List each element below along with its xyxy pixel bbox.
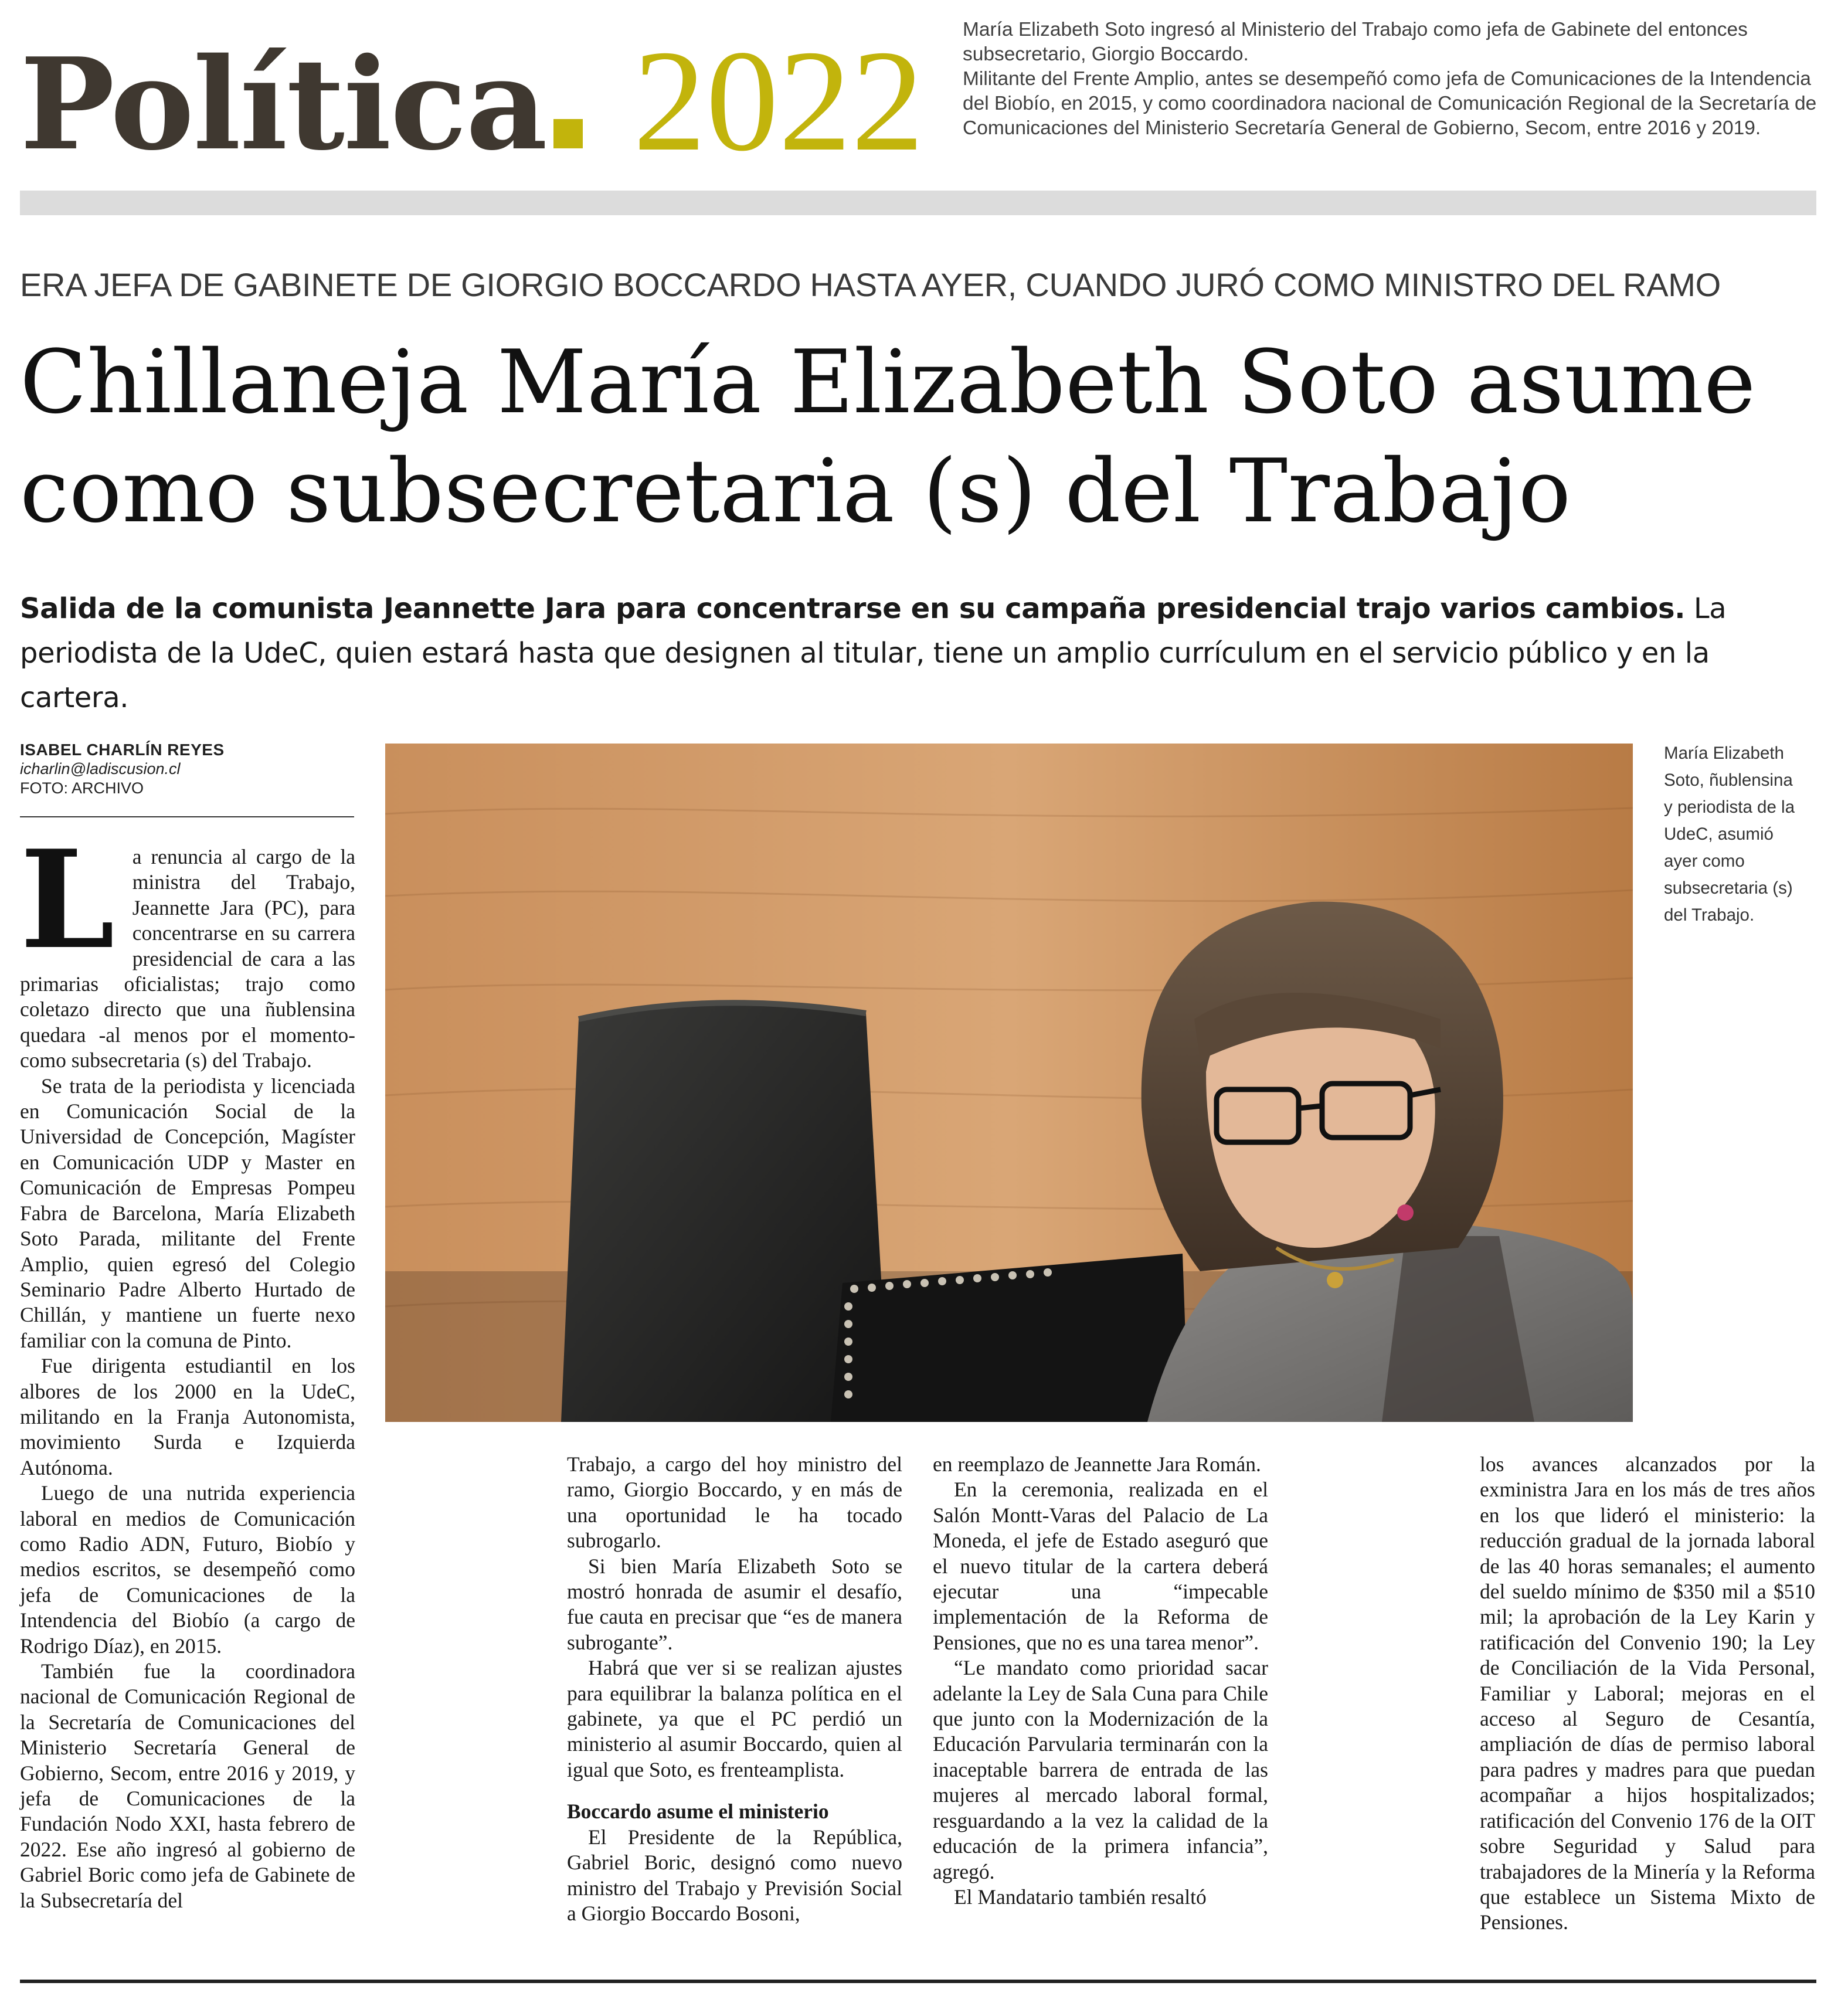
body-paragraph: En la ceremonia, realizada en el Salón Montt-Varas del Palacio de La Moneda, el jefe de Estado aseguró que el nuevo titular de la cartera deberá ejecutar una “impecable implementación de la Reforma de Pensiones, que no es una tarea menor”. xyxy=(933,1478,1268,1654)
side-note-paragraph: Militante del Frente Amplio, antes se desempeñó como jefa de Comunicaciones de la Intendencia del Biobío, en 2015, y como coordinadora nacional de Comunicación Regional de la Secretaría de Comunicaciones del Ministerio Secretaría General de Gobierno, Secom, entre 2016 y 2019. xyxy=(963,68,1817,139)
byline-author: ISABEL CHARLÍN REYES xyxy=(20,741,225,759)
article-photo xyxy=(385,744,1633,1422)
article-lead xyxy=(20,586,1826,720)
body-paragraph: Se trata de la periodista y licenciada en Comunicación Social de la Universidad de Concepción, Magíster en Comunicación UDP y Master en Comunicación de Empresas Pompeu Fabra de Barcelona, María Elizabeth Soto Parada, militante del Frente Amplio, quien egresó del Colegio Seminario Padre Alberto Hurtado de Chillán, y mantiene un fuerte nexo familiar con la comuna de Pinto. xyxy=(20,1074,355,1352)
dropcap-letter: L xyxy=(20,821,115,979)
article-headline xyxy=(20,328,1832,546)
side-note-paragraph: María Elizabeth Soto ingresó al Ministerio del Trabajo como jefa de Gabinete del entonces subsecretario, Giorgio Boccardo. xyxy=(963,19,1748,65)
headline-line: Chillaneja María Elizabeth Soto asume xyxy=(20,332,1756,433)
byline xyxy=(20,740,354,798)
byline-divider xyxy=(20,816,354,817)
body-paragraph: los avances alcanzados por la exministra Jara en los más de tres años en los que lideró el ministerio: la reducción gradual de la jornada laboral de las 40 horas semanales; el aumento del sueldo mínimo de $350 mil a $510 mil; la aprobación de la Ley Karin y ratificación del Convenio 190; la Ley de Conciliación de la Vida Personal, Familiar y Laboral; mejoras en el acceso al Seguro de Cesantía, ampliación de días de permiso laboral para padres y madres para que puedan acompañar a hijos hospitalizados; ratificación del Convenio 176 de la OIT sobre Seguridad y Salud para trabajadores de la Minería y la Reforma que establece un Sistema Mixto de Pensiones. xyxy=(1480,1452,1815,1934)
headline-line: como subsecretaria (s) del Trabajo xyxy=(20,441,1571,542)
lead-text: La periodista de la UdeC, quien estará hasta que designen al titular, tiene un amplio currículum en el servicio público y en la cartera. xyxy=(20,592,1727,714)
section-dot-mark xyxy=(553,119,583,148)
photo-caption: María Elizabeth Soto, ñublensina y periodista de la UdeC, asumió ayer como subsecretaria (s) del Trabajo. xyxy=(1664,744,1795,925)
masthead-side-note xyxy=(963,18,1842,141)
body-paragraph: Fue dirigenta estudiantil en los albores de los 2000 en la UdeC, militando en la Franja Autonomista, movimiento Surda e Izquierda Autónoma. xyxy=(20,1354,355,1479)
body-paragraph: También fue la coordinadora nacional de Comunicación Regional de la Secretaría de Comunicaciones del Ministerio Secretaría General de Gobierno, Secom, entre 2016 y 2019, y jefa de Comunicaciones de la Fundación Nodo XXI, hasta febrero de 2022. Ese año ingresó al gobierno de Gabriel Boric como jefa de Gabinete de la Subsecretaría del xyxy=(20,1659,355,1912)
body-paragraph: “Le mandato como prioridad sacar adelante la Ley de Sala Cuna para Chile que junto con la Modernización de la Educación Parvularia terminarán con la inaceptable barrera de entrada de las mujeres al mercado laboral formal, resguardando a la vez la calidad de la educación de la primera infancia”, agregó. xyxy=(933,1656,1268,1883)
body-column-2 xyxy=(567,1452,902,1926)
masthead-divider xyxy=(20,191,1816,215)
lead-bold-text: Salida de la comunista Jeannette Jara para concentrarse en su campaña presidencial trajo varios cambios. xyxy=(20,592,1686,625)
photo-earring xyxy=(1397,1204,1414,1221)
body-paragraph: en reemplazo de Jeannette Jara Román. xyxy=(933,1452,1261,1476)
body-paragraph: Habrá que ver si se realizan ajustes para equilibrar la balanza política en el gabinete, ya que el PC perdió un ministerio al asumir Boccardo, quien al igual que Soto, es frenteamplista. xyxy=(567,1656,902,1781)
body-column-4 xyxy=(1480,1452,1815,1936)
page-bottom-rule xyxy=(20,1980,1816,1983)
photo-credit: FOTO: ARCHIVO xyxy=(20,779,144,797)
body-subhead: Boccardo asume el ministerio xyxy=(567,1800,829,1824)
body-paragraph-text: a renuncia al cargo de la ministra del Trabajo, Jeannette Jara (PC), para concentrarse en su carrera presidencial de cara a las primarias oficialistas; trajo como coletazo directo que una ñublensina quedara -al menos por el momento- como subsecretaria (s) del Trabajo. xyxy=(20,845,355,1072)
body-paragraph: El Mandatario también resaltó xyxy=(954,1885,1207,1909)
section-title xyxy=(20,30,583,178)
byline-email: icharlin@ladiscusion.cl xyxy=(20,760,181,778)
body-paragraph: El Presidente de la República, Gabriel Boric, designó como nuevo ministro del Trabajo y Previsión Social a Giorgio Boccardo Bosoni, xyxy=(567,1825,902,1925)
article-kicker: ERA JEFA DE GABINETE DE GIORGIO BOCCARDO HASTA AYER, CUANDO JURÓ COMO MINISTRO DEL RAMO xyxy=(20,266,1721,303)
section-title-text: Política xyxy=(20,30,546,178)
body-paragraph: Luego de una nutrida experiencia laboral en medios de Comunicación como Radio ADN, Futuro, Biobío y medios escritos, se desempeñó como jefa de Comunicaciones de la Intendencia del Biobío (a cargo de Rodrigo Díaz), en 2015. xyxy=(20,1481,355,1658)
body-paragraph: Si bien María Elizabeth Soto se mostró honrada de asumir el desafío, fue cauta en precisar que “es de manera subrogante”. xyxy=(567,1554,902,1654)
body-paragraph xyxy=(20,821,355,1074)
body-column-1 xyxy=(20,821,355,1913)
body-column-3 xyxy=(933,1452,1268,1910)
section-year: 2022 xyxy=(633,20,924,181)
body-paragraph: Trabajo, a cargo del hoy ministro del ramo, Giorgio Boccardo, y en más de una oportunidad le ha tocado subrogarlo. xyxy=(567,1452,902,1553)
